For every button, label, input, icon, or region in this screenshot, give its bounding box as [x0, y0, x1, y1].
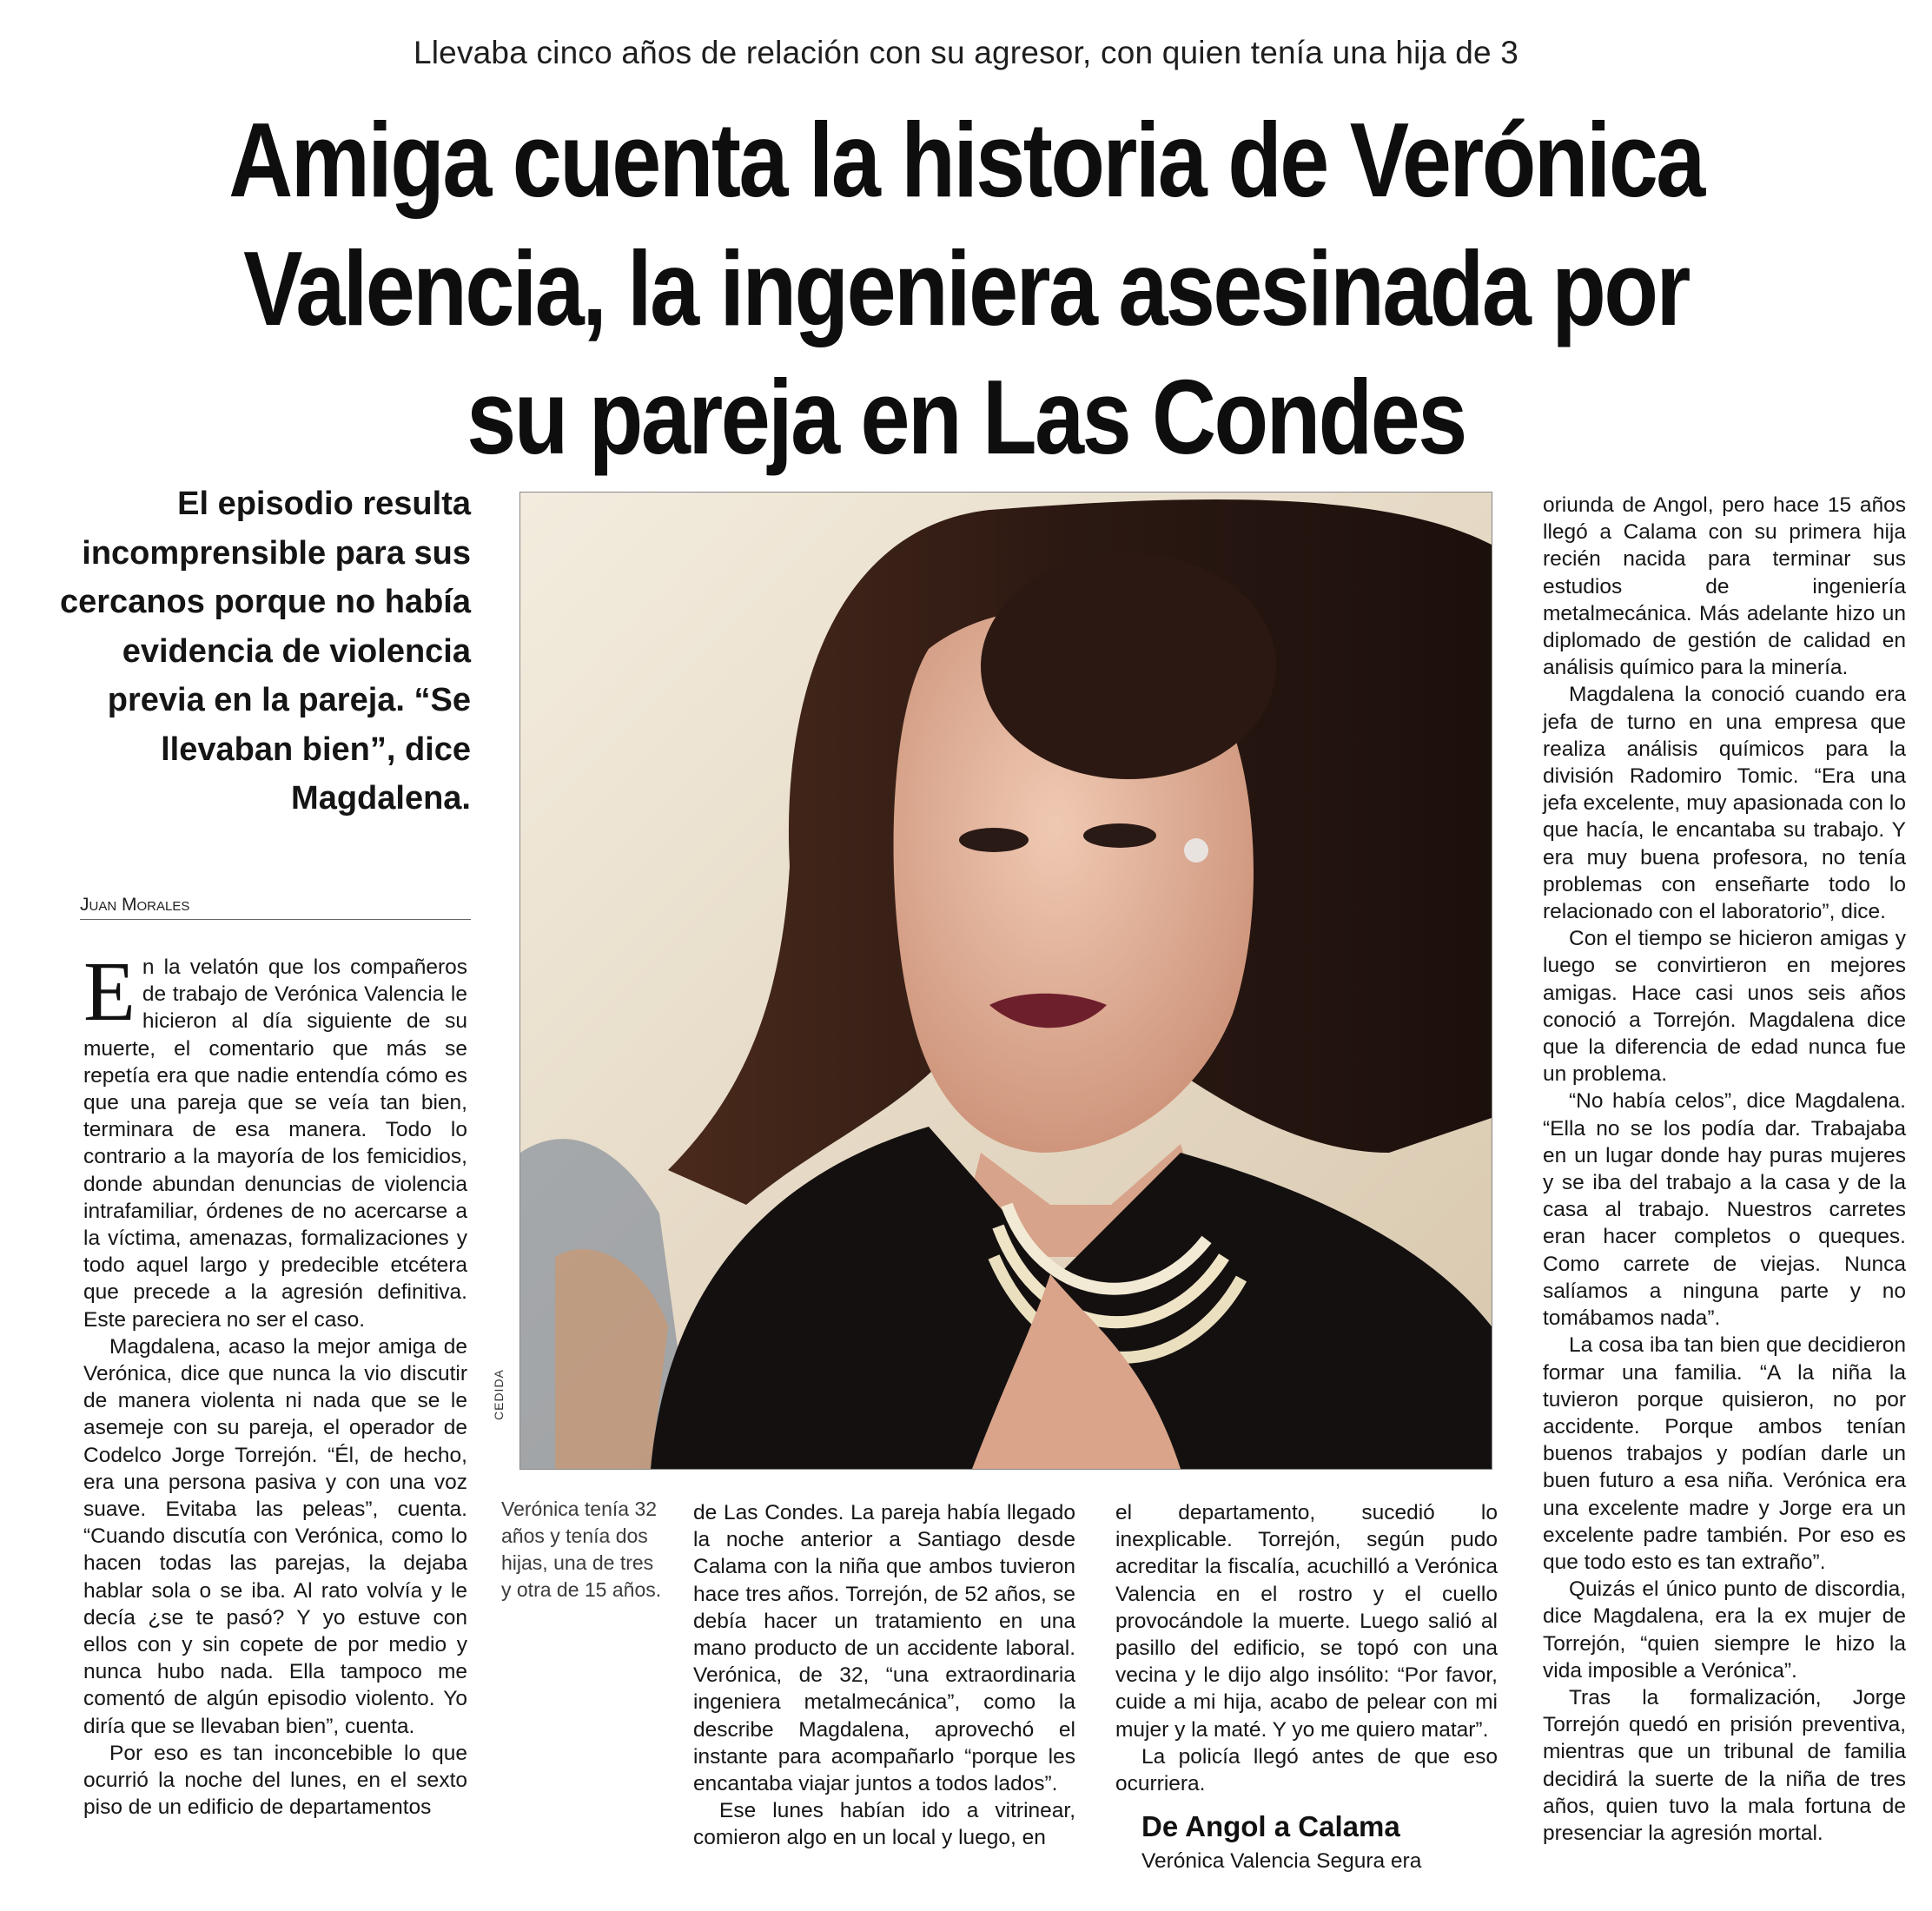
kicker: Llevaba cinco años de relación con su agresor, con quien tenía una hija de 3 [413, 35, 1519, 70]
paragraph: oriunda de Angol, pero hace 15 años llegó a Calama con su primera hija recién nacida para terminar sus estudios de ingeniería metalmecánica. Más adelante hizo un diplomado de gestión de calidad en análisis químico para la minería. [1543, 493, 1906, 680]
paragraph: Magdalena la conoció cuando era jefa de turno en una empresa que realiza análisis químicos para la división Radomiro Tomic. “Era una jefa excelente, muy apasionada con lo que hacía, le encantaba su trabajo. Y era muy buena profesora, no tenía problemas con enseñarte todo lo relacionado con el laboratorio”, dice. [1543, 683, 1906, 924]
paragraph: Magdalena, acaso la mejor amiga de Verónica, dice que nunca la vio discutir de manera violenta ni nada que se le asemeje con su pareja, el operador de Codelco Jorge Torrejón. “Él, de hecho, era una persona pasiva y con una voz suave. Evitaba las peleas”, cuenta. “Cuando discutía con Verónica, como lo hacen todas las parejas, la dejaba hablar sola o se iba. Al rato volvía y le decía ¿se te pasó? Y yo estuve con ellos con y sin copete de por medio y nunca hubo nada. Ella tampoco me comentó de algún episodio violento. Yo diría que se llevaban bien”, cuenta. [83, 1334, 467, 1738]
column-1 [83, 945, 467, 1822]
paragraph: Con el tiempo se hicieron amigas y luego se convirtieron en mejores amigas. Hace casi unos seis años conoció a Torrejón. Magdalena dice que la diferencia de edad nunca fue un problema. [1543, 927, 1906, 1087]
paragraph: Ese lunes habían ido a vitrinear, comieron algo en un local y luego, en [693, 1799, 1075, 1850]
lead-paragraph: El episodio resulta incomprensible para sus cercanos porque no había evidencia de violencia previa en la pareja. “Se llevaban bien”, dice Magdalena. [60, 486, 471, 817]
paragraph: La cosa iba tan bien que decidieron formar una familia. “A la niña la tuvieron porque quisieron, no por accidente. Porque ambos tenían buenos trabajos y podían darle un buen futuro a esa niña. Verónica era una excelente madre y Jorge era un excelente padre también. Por eso es que todo esto es tan extraño”. [1543, 1333, 1906, 1574]
paragraph: Quizás el único punto de discordia, dice Magdalena, era la ex mujer de Torrejón, “quien siempre le hizo la vida imposible a Verónica”. [1543, 1577, 1906, 1683]
paragraph: La policía llegó antes de que eso ocurriera. [1115, 1744, 1498, 1796]
paragraph: el departamento, sucedió lo inexplicable. Torrejón, según pudo acreditar la fiscalía, acuchilló a Verónica Valencia en el rostro y el cuello provocándole la muerte. Luego salió al pasillo del edificio, se topó con una vecina y le dijo algo insólito: “Por favor, cuide a mi hija, acabo de pelear con mi mujer y la maté. Y yo me quiero matar”. [1115, 1501, 1498, 1742]
article-photo [519, 492, 1492, 1470]
column-2 [693, 1499, 1075, 1852]
paragraph: de Las Condes. La pareja había llegado la noche anterior a Santiago desde Calama con la niña que ambos tuvieron hace tres años. Torrejón, de 52 años, se debía hacer un tratamiento en una mano producto de un accidente laboral. Verónica, de 32, “una extraordinaria ingeniera metalmecánica”, como la describe Magdalena, aprovechó el instante para acompañarlo “porque les encantaba viajar juntos a todos lados”. [693, 1501, 1075, 1796]
drop-cap: E [83, 945, 136, 1039]
subheading: De Angol a Calama [1141, 1810, 1400, 1843]
paragraph: Verónica Valencia Segura era [1141, 1849, 1422, 1874]
right-eye [1083, 823, 1156, 848]
byline: Juan Morales [80, 895, 471, 920]
photo-credit: CEDIDA [492, 1369, 506, 1420]
earring [1184, 838, 1208, 863]
column-4 [1543, 492, 1906, 1847]
column-3 [1115, 1499, 1498, 1875]
headline: Amiga cuenta la historia de Verónica Valencia, la ingeniera asesinada por su pareja en Las Condes [228, 101, 1704, 476]
hair-fringe [981, 553, 1276, 779]
paragraph: Por eso es tan inconcebible lo que ocurrió la noche del lunes, en el sexto piso de un edificio de departamentos [83, 1741, 467, 1820]
paragraph: En la velatón que los compañeros de trabajo de Verónica Valencia le hicieron al día siguiente de su muerte, el comentario que más se repetía era que nadie entendía cómo es que una pareja que se veía tan bien, terminara de esa manera. Todo lo contrario a la mayoría de los femicidios, donde abundan denuncias de violencia intrafamiliar, órdenes de no acercarse a la víctima, amenazas, formalizaciones y todo aquel largo y predecible etcétera que precede a la agresión definitiva. Este pareciera no ser el caso. [83, 945, 467, 1332]
photo-caption: Verónica tenía 32 años y tenía dos hijas, una de tres y otra de 15 años. [501, 1498, 662, 1601]
left-eye [959, 828, 1029, 852]
paragraph: Tras la formalización, Jorge Torrejón quedó en prisión preventiva, mientras que un tribunal de familia decidirá la suerte de la niña de tres años, quien tuvo la mala fortuna de presenciar la agresión mortal. [1543, 1685, 1906, 1845]
portrait-illustration [520, 493, 1492, 1469]
paragraph: “No había celos”, dice Magdalena. “Ella no se los podía dar. Trabajaba en un lugar donde hay puras mujeres y se iba del trabajo a la casa y de la casa al trabajo. Nuestros carretes eran hacer completos o queques. Como carrete de viejas. Nunca salíamos a ninguna parte y no tomábamos nada”. [1543, 1089, 1906, 1331]
